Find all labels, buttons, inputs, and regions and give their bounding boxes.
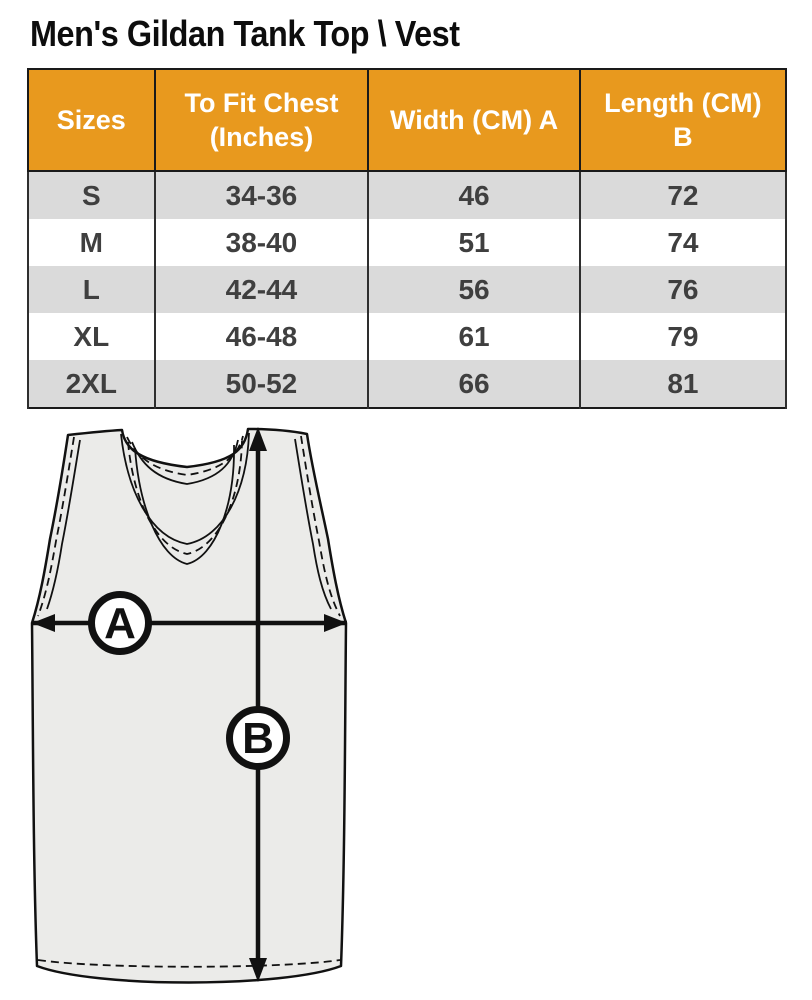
size-table-body — [28, 171, 786, 408]
width-cell: 61 — [368, 313, 579, 360]
chest-cell: 34-36 — [155, 171, 369, 219]
length-cell: 72 — [580, 171, 786, 219]
size-table — [27, 68, 787, 409]
header-line: (Inches) — [209, 122, 314, 152]
header-line: Sizes — [56, 105, 126, 135]
tank-top-drawing — [0, 410, 420, 1000]
size-cell: S — [28, 171, 155, 219]
size-cell: XL — [28, 313, 155, 360]
width-cell: 46 — [368, 171, 579, 219]
tank-top-measurement-diagram — [0, 410, 420, 1000]
table-row-2xl — [28, 360, 786, 408]
col-header-sizes — [28, 69, 155, 171]
tank-top-outline — [32, 429, 346, 983]
length-label: B — [242, 714, 274, 763]
size-cell: M — [28, 219, 155, 266]
col-header-chest — [155, 69, 369, 171]
length-cell: 79 — [580, 313, 786, 360]
chest-cell: 42-44 — [155, 266, 369, 313]
chest-cell: 46-48 — [155, 313, 369, 360]
page-title: Men's Gildan Tank Top \ Vest — [30, 13, 460, 54]
size-cell: 2XL — [28, 360, 155, 408]
chest-cell: 38-40 — [155, 219, 369, 266]
length-cell: 74 — [580, 219, 786, 266]
width-cell: 51 — [368, 219, 579, 266]
length-cell: 76 — [580, 266, 786, 313]
header-line: B — [673, 122, 693, 152]
length-cell: 81 — [580, 360, 786, 408]
table-row-m — [28, 219, 786, 266]
table-row-l — [28, 266, 786, 313]
size-cell: L — [28, 266, 155, 313]
header-line: To Fit Chest — [184, 88, 339, 118]
header-line: Length (CM) — [604, 88, 762, 118]
header-line: Width (CM) A — [389, 105, 559, 135]
size-table-header — [28, 69, 786, 171]
col-header-length — [580, 69, 786, 171]
width-cell: 56 — [368, 266, 579, 313]
width-label: A — [104, 599, 136, 648]
chest-cell: 50-52 — [155, 360, 369, 408]
width-cell: 66 — [368, 360, 579, 408]
header-row — [28, 69, 786, 171]
table-row-s — [28, 171, 786, 219]
table-row-xl — [28, 313, 786, 360]
col-header-width — [368, 69, 579, 171]
